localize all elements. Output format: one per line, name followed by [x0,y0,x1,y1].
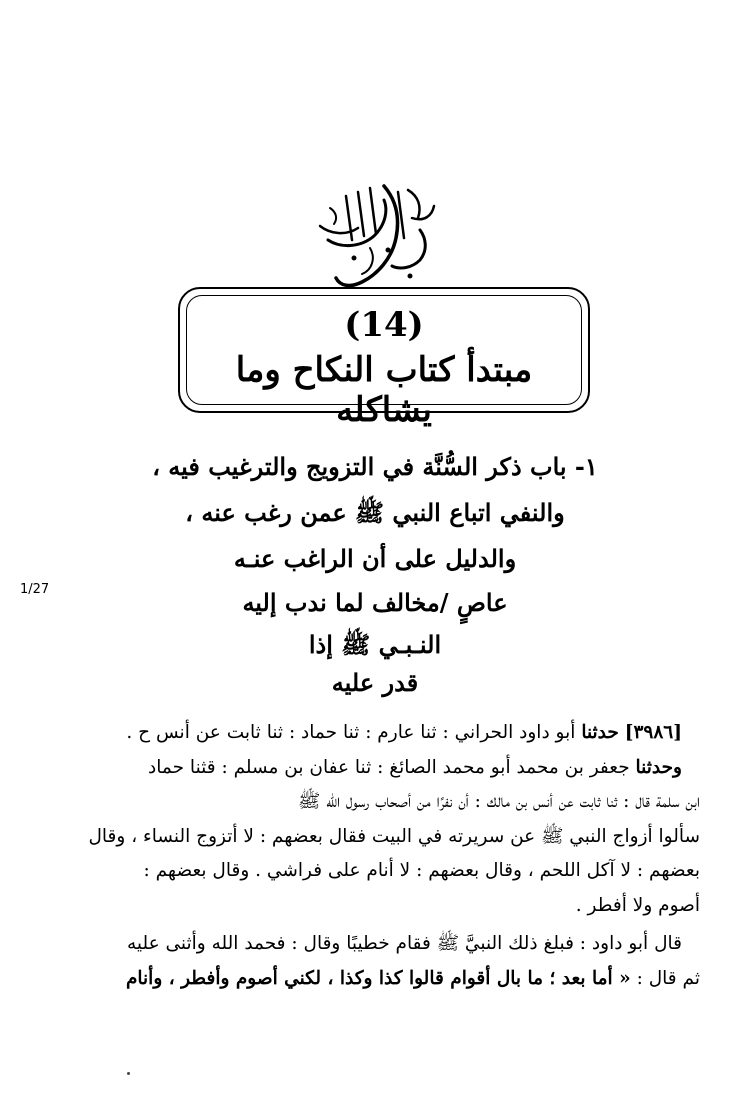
body-line-8-quote: « أما بعد ؛ ما بال أقوام قالوا كذا وكذا ، لكني أصوم وأفطر ، وأنام [125,967,631,989]
book-number: (14) [344,305,424,345]
narration-opener-2: وحدثنا [635,756,682,778]
chapter-heading-line-1: ١- باب ذكر السُّنَّة في التزويج والترغيب فيه ، [152,452,598,481]
hadith-body [40,716,700,996]
body-line-2-text: جعفر بن محمد أبو محمد الصائغ : ثنا عفان بن مسلم : قثنا حماد [148,756,630,778]
body-line-8-plain: ثم قال : [636,967,700,989]
body-line-3: ابن سلمة قال : ثنا ثابت عن أنس بن مالك : أن نفرًا من أصحاب رسول الله ﷺ [298,791,700,812]
chapter-heading-line-3: والدليل على أن الراغب عنـه [233,544,517,573]
body-line-6: أصوم ولا أفطر . [575,894,700,916]
hadith-number: [٣٩٨٦] [624,722,682,743]
body-line-5: بعضهم : لا آكل اللحم ، وقال بعضهم : لا أنام على فراشي . وقال بعضهم : [143,860,700,881]
body-line-4: سألوا أزواج النبي ﷺ عن سريرته في البيت فقال بعضهم : لا أتزوج النساء ، وقال [88,825,700,847]
book-title: مبتدأ كتاب النكاح وما يشاكله [235,350,533,430]
margin-reference: 1/27 [20,582,50,597]
chapter-heading-line-2: والنفي اتباع النبي ﷺ عمن رغب عنه ، [185,498,565,527]
body-line-8 [40,962,700,997]
chapter-heading-line-4: عاصٍ /مخالف لما ندب إليه [242,588,508,617]
chapter-heading-line-6: قدر عليه [331,668,419,697]
chapter-heading-line-5: النـبـي ﷺ إذا [308,630,442,659]
basmala-calligraphy [300,178,450,296]
body-line-2 [40,751,700,786]
narration-opener: حدثنا [581,722,619,743]
page-dot [127,1072,130,1075]
body-line-1 [40,716,700,751]
body-line-1-text: أبو داود الحراني : ثنا عارم : ثنا حماد : ثنا ثابت عن أنس ح . [126,722,576,743]
body-line-7: قال أبو داود : فبلغ ذلك النبيَّ ﷺ فقام خطيبًا وقال : فحمد الله وأثنى عليه [126,933,682,954]
